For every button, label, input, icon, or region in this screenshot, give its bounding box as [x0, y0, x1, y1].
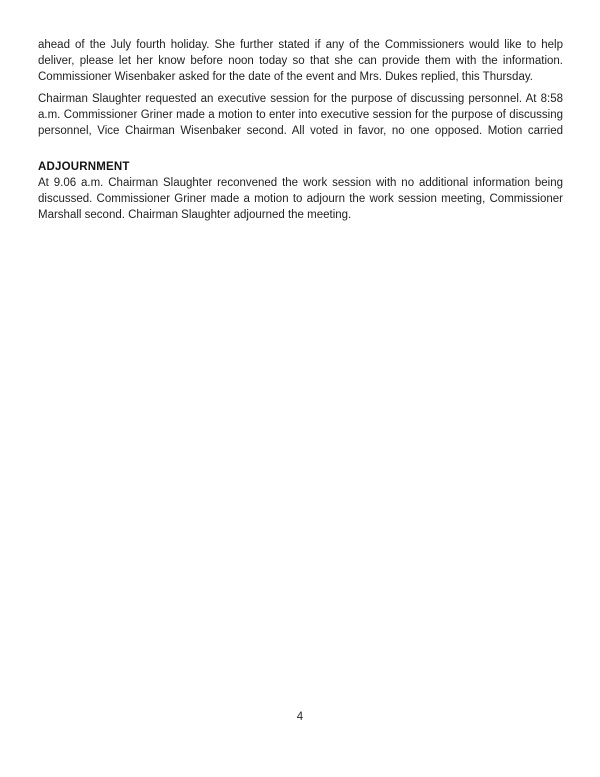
text-line: At 9.06 a.m. Chairman Slaughter reconvened the work session with no additional information being: [38, 177, 563, 189]
text-line: a.m. Commissioner Griner made a motion to enter into executive session for the purpose of discussing: [38, 109, 563, 121]
text-line: ahead of the July fourth holiday. She further stated if any of the Commissioners would like to help: [38, 39, 563, 51]
document-body: [38, 37, 563, 223]
text-line: deliver, please let her know before noon today so that she can provide them with the information.: [38, 55, 563, 67]
paragraph-adjournment: [38, 175, 563, 223]
section-adjournment: [38, 159, 563, 223]
paragraph-delivery-info: [38, 37, 563, 85]
page-number: 4: [296, 711, 304, 723]
text-line: discussed. Commissioner Griner made a motion to adjourn the work session meeting, Commissioner: [38, 193, 563, 205]
text-line: Marshall second. Chairman Slaughter adjourned the meeting.: [38, 209, 352, 221]
text-line: Commissioner Wisenbaker asked for the date of the event and Mrs. Dukes replied, this Thursday.: [38, 71, 533, 83]
paragraph-executive-session: [38, 91, 563, 139]
text-line: personnel, Vice Chairman Wisenbaker second. All voted in favor, no one opposed. Motion carried: [38, 125, 563, 137]
text-line: Chairman Slaughter requested an executive session for the purpose of discussing personnel. At 8:58: [38, 93, 563, 105]
section-heading-adjournment: ADJOURNMENT: [38, 161, 130, 173]
